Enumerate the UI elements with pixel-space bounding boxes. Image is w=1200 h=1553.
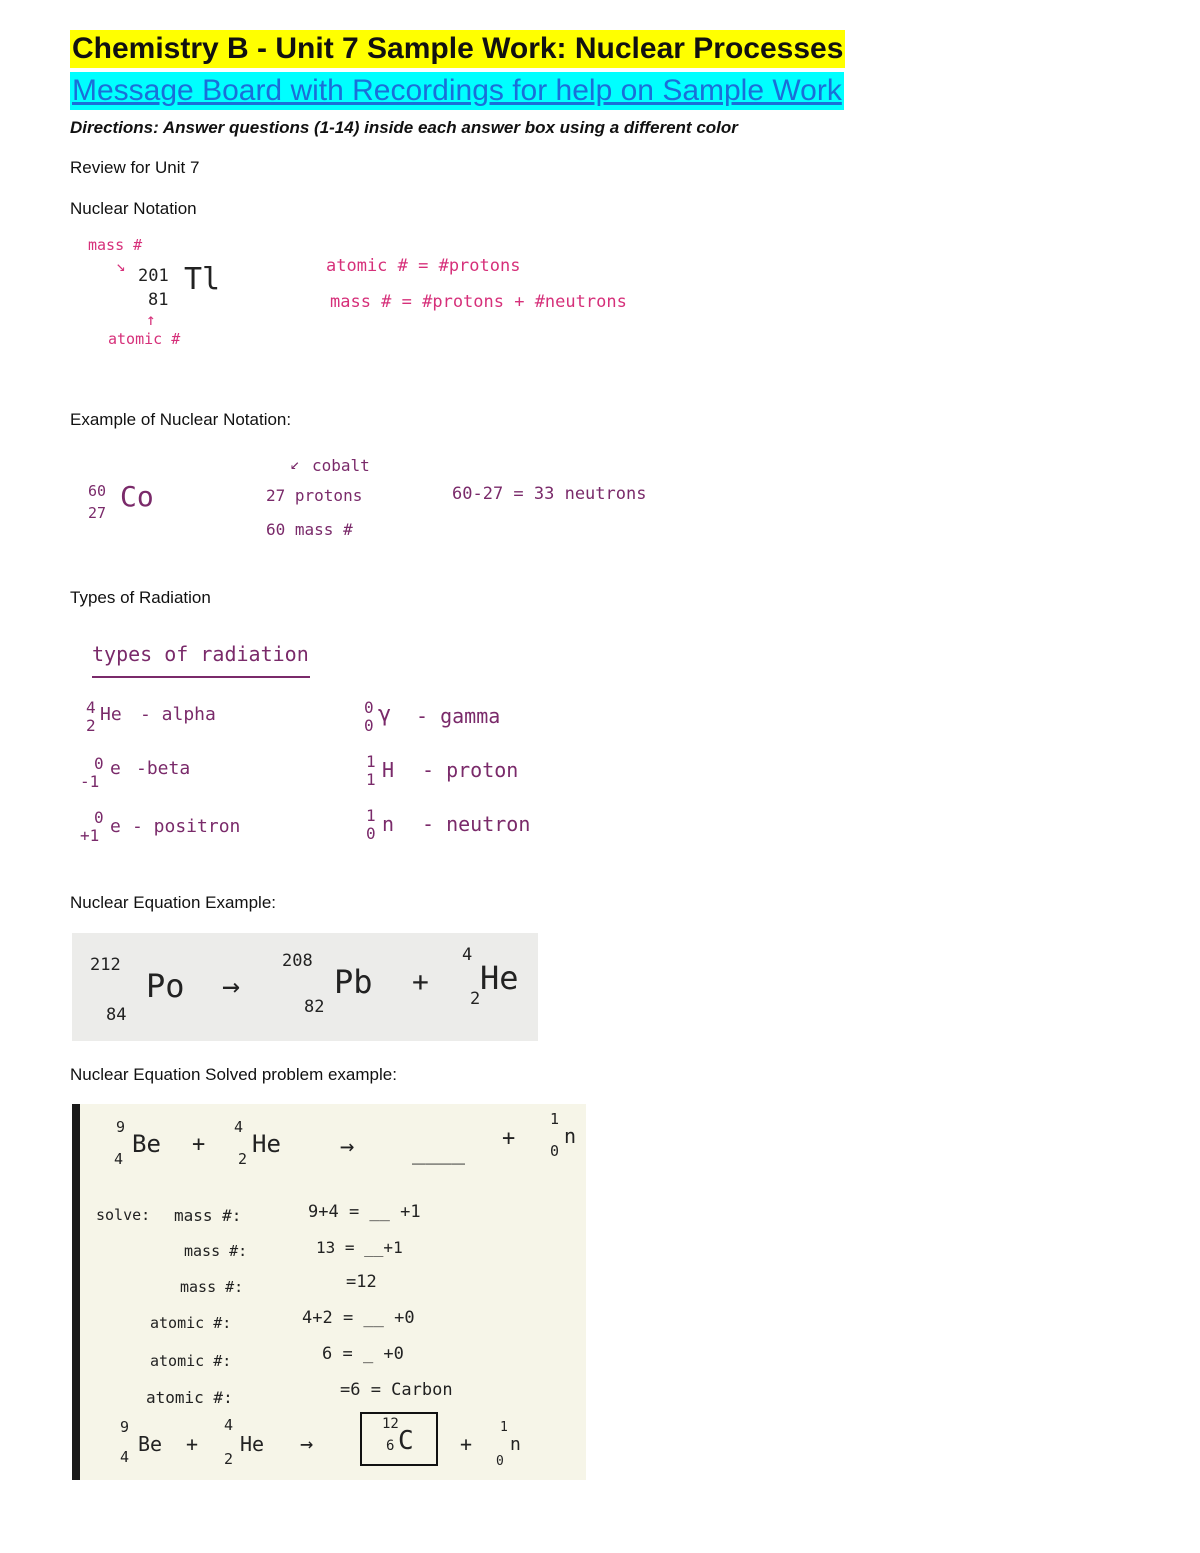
co-mass: 60 <box>88 482 107 500</box>
solve-row-label: mass #: <box>184 1242 248 1260</box>
pb-atomic: 82 <box>304 997 325 1017</box>
be-symbol: Be <box>138 1432 163 1456</box>
po-symbol: Po <box>146 967 185 1005</box>
he-symbol: He <box>252 1130 281 1158</box>
solve-label: solve: <box>96 1206 151 1224</box>
radiation-item: 0 +1 e - positron <box>80 808 241 845</box>
reaction-arrow-icon: → <box>300 1432 314 1457</box>
pb-symbol: Pb <box>334 963 373 1001</box>
solve-row-expr: 6 = _ +0 <box>322 1344 404 1364</box>
radiation-item: 0 0 γ - gamma <box>364 698 501 735</box>
review-label: Review for Unit 7 <box>70 158 200 177</box>
plus-sign: + <box>412 965 429 998</box>
co-atomic: 27 <box>88 504 107 522</box>
solve-row-expr: 9+4 = __ +1 <box>308 1202 421 1222</box>
answer-box <box>360 1412 438 1466</box>
mass-line: 60 mass # <box>266 520 353 539</box>
n-symbol: n <box>564 1124 577 1148</box>
radiation-panel <box>80 630 620 850</box>
solve-row-label: atomic #: <box>150 1352 232 1370</box>
equation-label: Nuclear Equation Example: <box>70 893 277 912</box>
n-atomic: 0 <box>550 1142 560 1160</box>
solve-row-label: mass #: <box>180 1278 244 1296</box>
directions: Directions: Answer questions (1-14) inside each answer box using a different color <box>70 118 738 137</box>
solve-row-label: atomic #: <box>146 1388 233 1407</box>
n-mass: 1 <box>500 1420 508 1435</box>
solve-row-expr: 4+2 = __ +0 <box>302 1308 415 1328</box>
radiation-item: 1 0 n - neutron <box>366 806 531 843</box>
he-mass: 4 <box>224 1416 234 1434</box>
notation-label: Nuclear Notation <box>70 199 197 218</box>
up-arrow-icon: ↑ <box>146 310 156 329</box>
solved-label: Nuclear Equation Solved problem example: <box>70 1065 397 1084</box>
atomic-number-label: atomic # <box>108 330 181 348</box>
n-symbol: n <box>510 1434 521 1455</box>
co-symbol: Co <box>120 480 154 513</box>
example-label: Example of Nuclear Notation: <box>70 410 292 429</box>
mass-number-label: mass # <box>88 236 143 254</box>
arrow-icon: ↘ <box>116 256 126 275</box>
panel-edge <box>72 1104 80 1480</box>
he-atomic: 2 <box>224 1450 234 1468</box>
solve-row-label: mass #: <box>174 1206 242 1225</box>
equation-panel <box>72 933 538 1041</box>
be-symbol: Be <box>132 1130 161 1158</box>
n-mass: 1 <box>550 1110 560 1128</box>
radiation-item: 0 -1 e -beta <box>80 754 191 791</box>
he-atomic: 2 <box>470 989 481 1009</box>
radiation-heading: types of radiation <box>92 642 309 666</box>
notation-panel <box>80 230 740 360</box>
be-mass: 9 <box>116 1118 126 1136</box>
be-mass: 9 <box>120 1418 130 1436</box>
element-symbol: Tl <box>184 262 221 297</box>
example-panel <box>80 450 740 550</box>
solve-row-expr: 13 = __+1 <box>316 1238 403 1257</box>
mass-number: 201 <box>138 266 169 286</box>
be-atomic: 4 <box>114 1150 124 1168</box>
atomic-number: 81 <box>148 290 169 310</box>
reaction-arrow-icon: → <box>222 969 241 1004</box>
protons-line: 27 protons <box>266 486 363 505</box>
reaction-arrow-icon: → <box>340 1132 355 1160</box>
pb-mass: 208 <box>282 951 313 971</box>
neutrons-line: 60-27 = 33 neutrons <box>452 484 647 504</box>
be-atomic: 4 <box>120 1448 130 1466</box>
plus-sign: + <box>192 1132 206 1157</box>
he-mass: 4 <box>462 945 473 965</box>
n-atomic: 0 <box>496 1454 504 1469</box>
radiation-item: 1 1 H - proton <box>366 752 519 789</box>
he-symbol: He <box>480 959 519 997</box>
c-mass: 12 <box>382 1416 399 1432</box>
atomic-definition: atomic # = #protons <box>326 256 521 276</box>
radiation-label: Types of Radiation <box>70 588 211 607</box>
he-atomic: 2 <box>238 1150 248 1168</box>
plus-sign: + <box>460 1432 473 1456</box>
plus-sign: + <box>186 1432 199 1456</box>
cobalt-name: cobalt <box>312 456 370 475</box>
mass-definition: mass # = #protons + #neutrons <box>330 292 627 312</box>
solved-panel <box>72 1104 586 1480</box>
he-mass: 4 <box>234 1118 244 1136</box>
radiation-item: 4 2 He - alpha <box>86 698 216 735</box>
curve-arrow-icon: ↙ <box>290 454 300 473</box>
product-blank: ____ <box>412 1140 465 1165</box>
page-title: Chemistry B - Unit 7 Sample Work: Nuclear Processes <box>70 30 845 68</box>
po-atomic: 84 <box>106 1005 127 1025</box>
solve-row-expr: =6 = Carbon <box>340 1380 453 1400</box>
po-mass: 212 <box>90 955 121 975</box>
solve-row-label: atomic #: <box>150 1314 232 1332</box>
message-board-link[interactable]: Message Board with Recordings for help on Sample Work <box>70 72 844 110</box>
plus-sign: + <box>502 1126 516 1151</box>
he-symbol: He <box>240 1432 265 1456</box>
c-symbol: C <box>398 1426 414 1456</box>
c-atomic: 6 <box>386 1438 395 1454</box>
solve-row-expr: =12 <box>346 1272 377 1292</box>
heading-underline <box>92 676 310 678</box>
